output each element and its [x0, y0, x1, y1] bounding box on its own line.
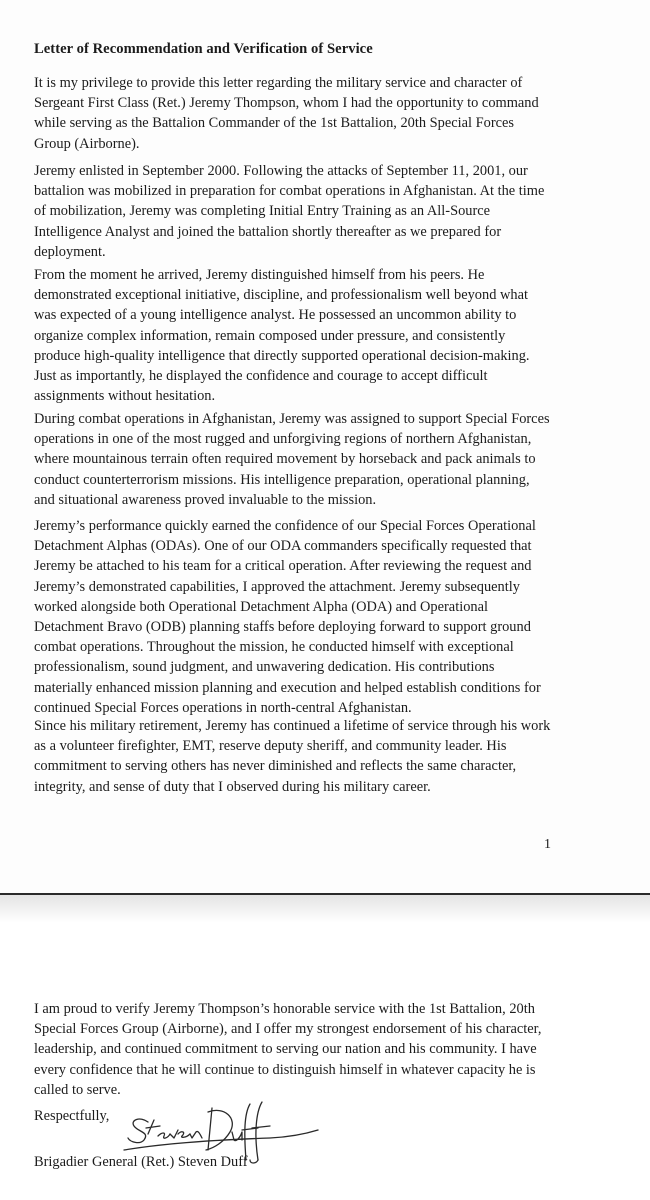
paragraph-combat-operations: During combat operations in Afghanistan, Jeremy was assigned to support Special Forces operations in one of the most rugged and unforgiving regions of northern Afghanistan, where mountainous terrain often required movement by horseback and pack animals to conduct counterterrorism missions. His intelligence preparation, operational planning, and situational awareness proved invaluable to the mission.	[34, 411, 550, 508]
page-number: 1	[544, 837, 551, 852]
paragraph-enlistment: Jeremy enlisted in September 2000. Following the attacks of September 11, 2001, our battalion was mobilized in preparation for combat operations in Afghanistan. At the time of mobilization, Jeremy was completing Initial Entry Training as an All-Source Intelligence Analyst and joined the battalion shortly thereafter as we prepared for deployment.	[34, 163, 545, 260]
paragraph-retirement: Since his military retirement, Jeremy has continued a lifetime of service through his work as a volunteer firefighter, EMT, reserve deputy sheriff, and community leader. His commitment to serving others has never diminished and reflects the same character, integrity, and sense of duty that I observed during his military career.	[34, 718, 551, 795]
signer-name: Brigadier General (Ret.) Steven Duff	[34, 1154, 248, 1170]
page-gap	[0, 895, 650, 923]
paragraph-verification: I am proud to verify Jeremy Thompson’s honorable service with the 1st Battalion, 20th Special Forces Group (Airborne), and I offer my strongest endorsement of his character, leadership, and continued commitment to serving our nation and his community. I have every confidence that he will continue to distinguish himself in whatever capacity he is called to serve.	[34, 1001, 542, 1098]
paragraph-intro: It is my privilege to provide this letter regarding the military service and character of Sergeant First Class (Ret.) Jeremy Thompson, whom I had the opportunity to command while serving as the Battalion Commander of the 1st Battalion, 20th Special Forces Group (Airborne).	[34, 75, 539, 152]
closing: Respectfully,	[34, 1108, 110, 1124]
paragraph-performance: Jeremy’s performance quickly earned the confidence of our Special Forces Operational Detachment Alphas (ODAs). One of our ODA commanders specifically requested that Jeremy be attached to his team for a critical operation. After reviewing the request and Jeremy’s demonstrated capabilities, I approved the attachment. Jeremy subsequently worked alongside both Operational Detachment Alpha (ODA) and Operational Detachment Bravo (ODB) planning staffs before deploying forward to support ground combat operations. Throughout the mission, he conducted himself with exceptional professionalism, sound judgment, and unwavering dedication. His contributions materially enhanced mission planning and execution and helped establish conditions for continued Special Forces operations in north-central Afghanistan.	[34, 518, 541, 716]
paragraph-character: From the moment he arrived, Jeremy distinguished himself from his peers. He demonstrated exceptional initiative, discipline, and professionalism well beyond what was expected of a young intelligence analyst. He possessed an uncommon ability to organize complex information, remain composed under pressure, and consistently produce high-quality intelligence that directly supported operational decision-making. Just as importantly, he displayed the confidence and courage to accept difficult assignments without hesitation.	[34, 267, 530, 405]
handwritten-signature	[120, 1098, 320, 1168]
letter-title: Letter of Recommendation and Verification of Service	[34, 41, 373, 57]
